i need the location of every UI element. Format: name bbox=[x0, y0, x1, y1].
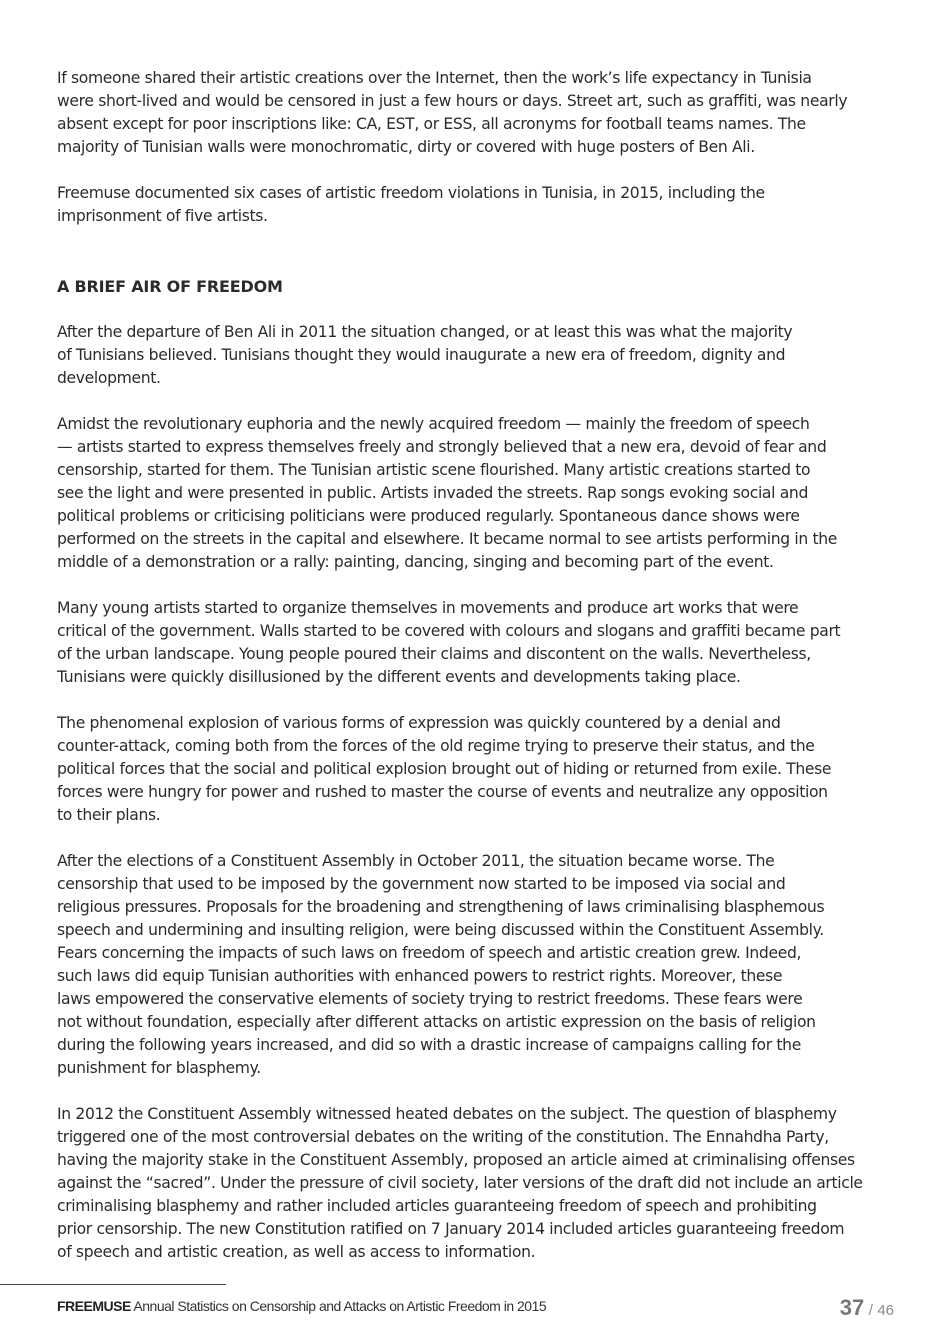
text-line: censorship that used to be imposed by the government now started to be imposed via social and bbox=[57, 875, 786, 893]
text-line: see the light and were presented in public. Artists invaded the streets. Rap songs evoking social and bbox=[57, 484, 809, 502]
text-line: censorship, started for them. The Tunisian artistic scene flourished. Many artistic creations started to bbox=[57, 461, 811, 479]
text-line: against the “sacred”. Under the pressure of civil society, later versions of the draft did not include an article bbox=[57, 1174, 863, 1192]
text-line: forces were hungry for power and rushed to master the course of events and neutralize any opposition bbox=[57, 783, 828, 801]
text-line: punishment for blasphemy. bbox=[57, 1059, 261, 1077]
page-number bbox=[840, 1295, 894, 1321]
paragraph-constituent-assembly-elections bbox=[57, 850, 937, 1080]
paragraph-2012-debates bbox=[57, 1103, 937, 1264]
text-line: political forces that the social and political explosion brought out of hiding or returned from exile. These bbox=[57, 760, 832, 778]
paragraph-revolutionary-euphoria bbox=[57, 413, 937, 574]
footer-title bbox=[57, 1296, 546, 1316]
text-line: Amidst the revolutionary euphoria and the newly acquired freedom — mainly the freedom of speech bbox=[57, 415, 810, 433]
text-line: Many young artists started to organize themselves in movements and produce art works that were bbox=[57, 599, 799, 617]
text-line: critical of the government. Walls started to be covered with colours and slogans and graffiti became part bbox=[57, 622, 841, 640]
text-line: performed on the streets in the capital and elsewhere. It became normal to see artists performing in the bbox=[57, 530, 838, 548]
text-line: Fears concerning the impacts of such laws on freedom of speech and artistic creation grew. Indeed, bbox=[57, 944, 802, 962]
text-line: religious pressures. Proposals for the broadening and strengthening of laws criminalising blasphemous bbox=[57, 898, 825, 916]
text-line: of the urban landscape. Young people poured their claims and discontent on the walls. Nevertheless, bbox=[57, 645, 811, 663]
text-line: In 2012 the Constituent Assembly witnessed heated debates on the subject. The question of blasphemy bbox=[57, 1105, 837, 1123]
footer-divider bbox=[0, 1284, 226, 1285]
text-line: of speech and artistic creation, as well as access to information. bbox=[57, 1243, 536, 1261]
text-line: triggered one of the most controversial debates on the writing of the constitution. The Ennahdha Party, bbox=[57, 1128, 829, 1146]
page-total: 46 bbox=[877, 1302, 894, 1319]
text-line: After the departure of Ben Ali in 2011 the situation changed, or at least this was what the majority bbox=[57, 323, 793, 341]
text-line: were short-lived and would be censored in just a few hours or days. Street art, such as graffiti, was nearly bbox=[57, 92, 848, 110]
text-line: development. bbox=[57, 369, 161, 387]
text-line: — artists started to express themselves freely and strongly believed that a new era, devoid of fear and bbox=[57, 438, 827, 456]
footer-brand: FREEMUSE bbox=[57, 1298, 131, 1314]
text-line: political problems or criticising politicians were produced regularly. Spontaneous dance shows were bbox=[57, 507, 800, 525]
text-line: After the elections of a Constituent Assembly in October 2011, the situation became worse. The bbox=[57, 852, 775, 870]
text-line: The phenomenal explosion of various forms of expression was quickly countered by a denial and bbox=[57, 714, 781, 732]
text-line: during the following years increased, and did so with a drastic increase of campaigns calling for the bbox=[57, 1036, 801, 1054]
text-line: speech and undermining and insulting religion, were being discussed within the Constituent Assembly. bbox=[57, 921, 824, 939]
text-line: imprisonment of five artists. bbox=[57, 207, 268, 225]
text-line: majority of Tunisian walls were monochromatic, dirty or covered with huge posters of Ben Ali. bbox=[57, 138, 755, 156]
text-line: such laws did equip Tunisian authorities with enhanced powers to restrict rights. Moreover, these bbox=[57, 967, 783, 985]
paragraph-phenomenal-explosion bbox=[57, 712, 937, 827]
text-line: Freemuse documented six cases of artistic freedom violations in Tunisia, in 2015, including the bbox=[57, 184, 765, 202]
footer-report-title: Annual Statistics on Censorship and Attacks on Artistic Freedom in 2015 bbox=[133, 1298, 547, 1314]
text-line: not without foundation, especially after different attacks on artistic expression on the basis of religion bbox=[57, 1013, 816, 1031]
text-line: If someone shared their artistic creations over the Internet, then the work’s life expectancy in Tunisia bbox=[57, 69, 812, 87]
paragraph-intro bbox=[57, 67, 937, 159]
text-line: of Tunisians believed. Tunisians thought they would inaugurate a new era of freedom, dignity and bbox=[57, 346, 786, 364]
text-line: having the majority stake in the Constituent Assembly, proposed an article aimed at criminalising offenses bbox=[57, 1151, 855, 1169]
text-line: counter-attack, coming both from the forces of the old regime trying to preserve their status, and the bbox=[57, 737, 815, 755]
paragraph-young-artists bbox=[57, 597, 937, 689]
paragraph-departure-ben-ali bbox=[57, 321, 937, 390]
text-line: prior censorship. The new Constitution ratified on 7 January 2014 included articles guaranteeing freedom bbox=[57, 1220, 845, 1238]
page-current: 37 bbox=[839, 1295, 865, 1320]
section-heading: A BRIEF AIR OF FREEDOM bbox=[57, 277, 283, 296]
text-line: Tunisians were quickly disillusioned by the different events and developments taking place. bbox=[57, 668, 741, 686]
text-line: absent except for poor inscriptions like: CA, EST, or ESS, all acronyms for football teams names. The bbox=[57, 115, 806, 133]
paragraph-freemuse-cases bbox=[57, 182, 937, 228]
text-line: criminalising blasphemy and rather included articles guaranteeing freedom of speech and prohibiting bbox=[57, 1197, 817, 1215]
text-line: to their plans. bbox=[57, 806, 161, 824]
text-line: middle of a demonstration or a rally: painting, dancing, singing and becoming part of the event. bbox=[57, 553, 774, 571]
page-separator: / bbox=[868, 1302, 873, 1319]
text-line: laws empowered the conservative elements of society trying to restrict freedoms. These fears were bbox=[57, 990, 803, 1008]
